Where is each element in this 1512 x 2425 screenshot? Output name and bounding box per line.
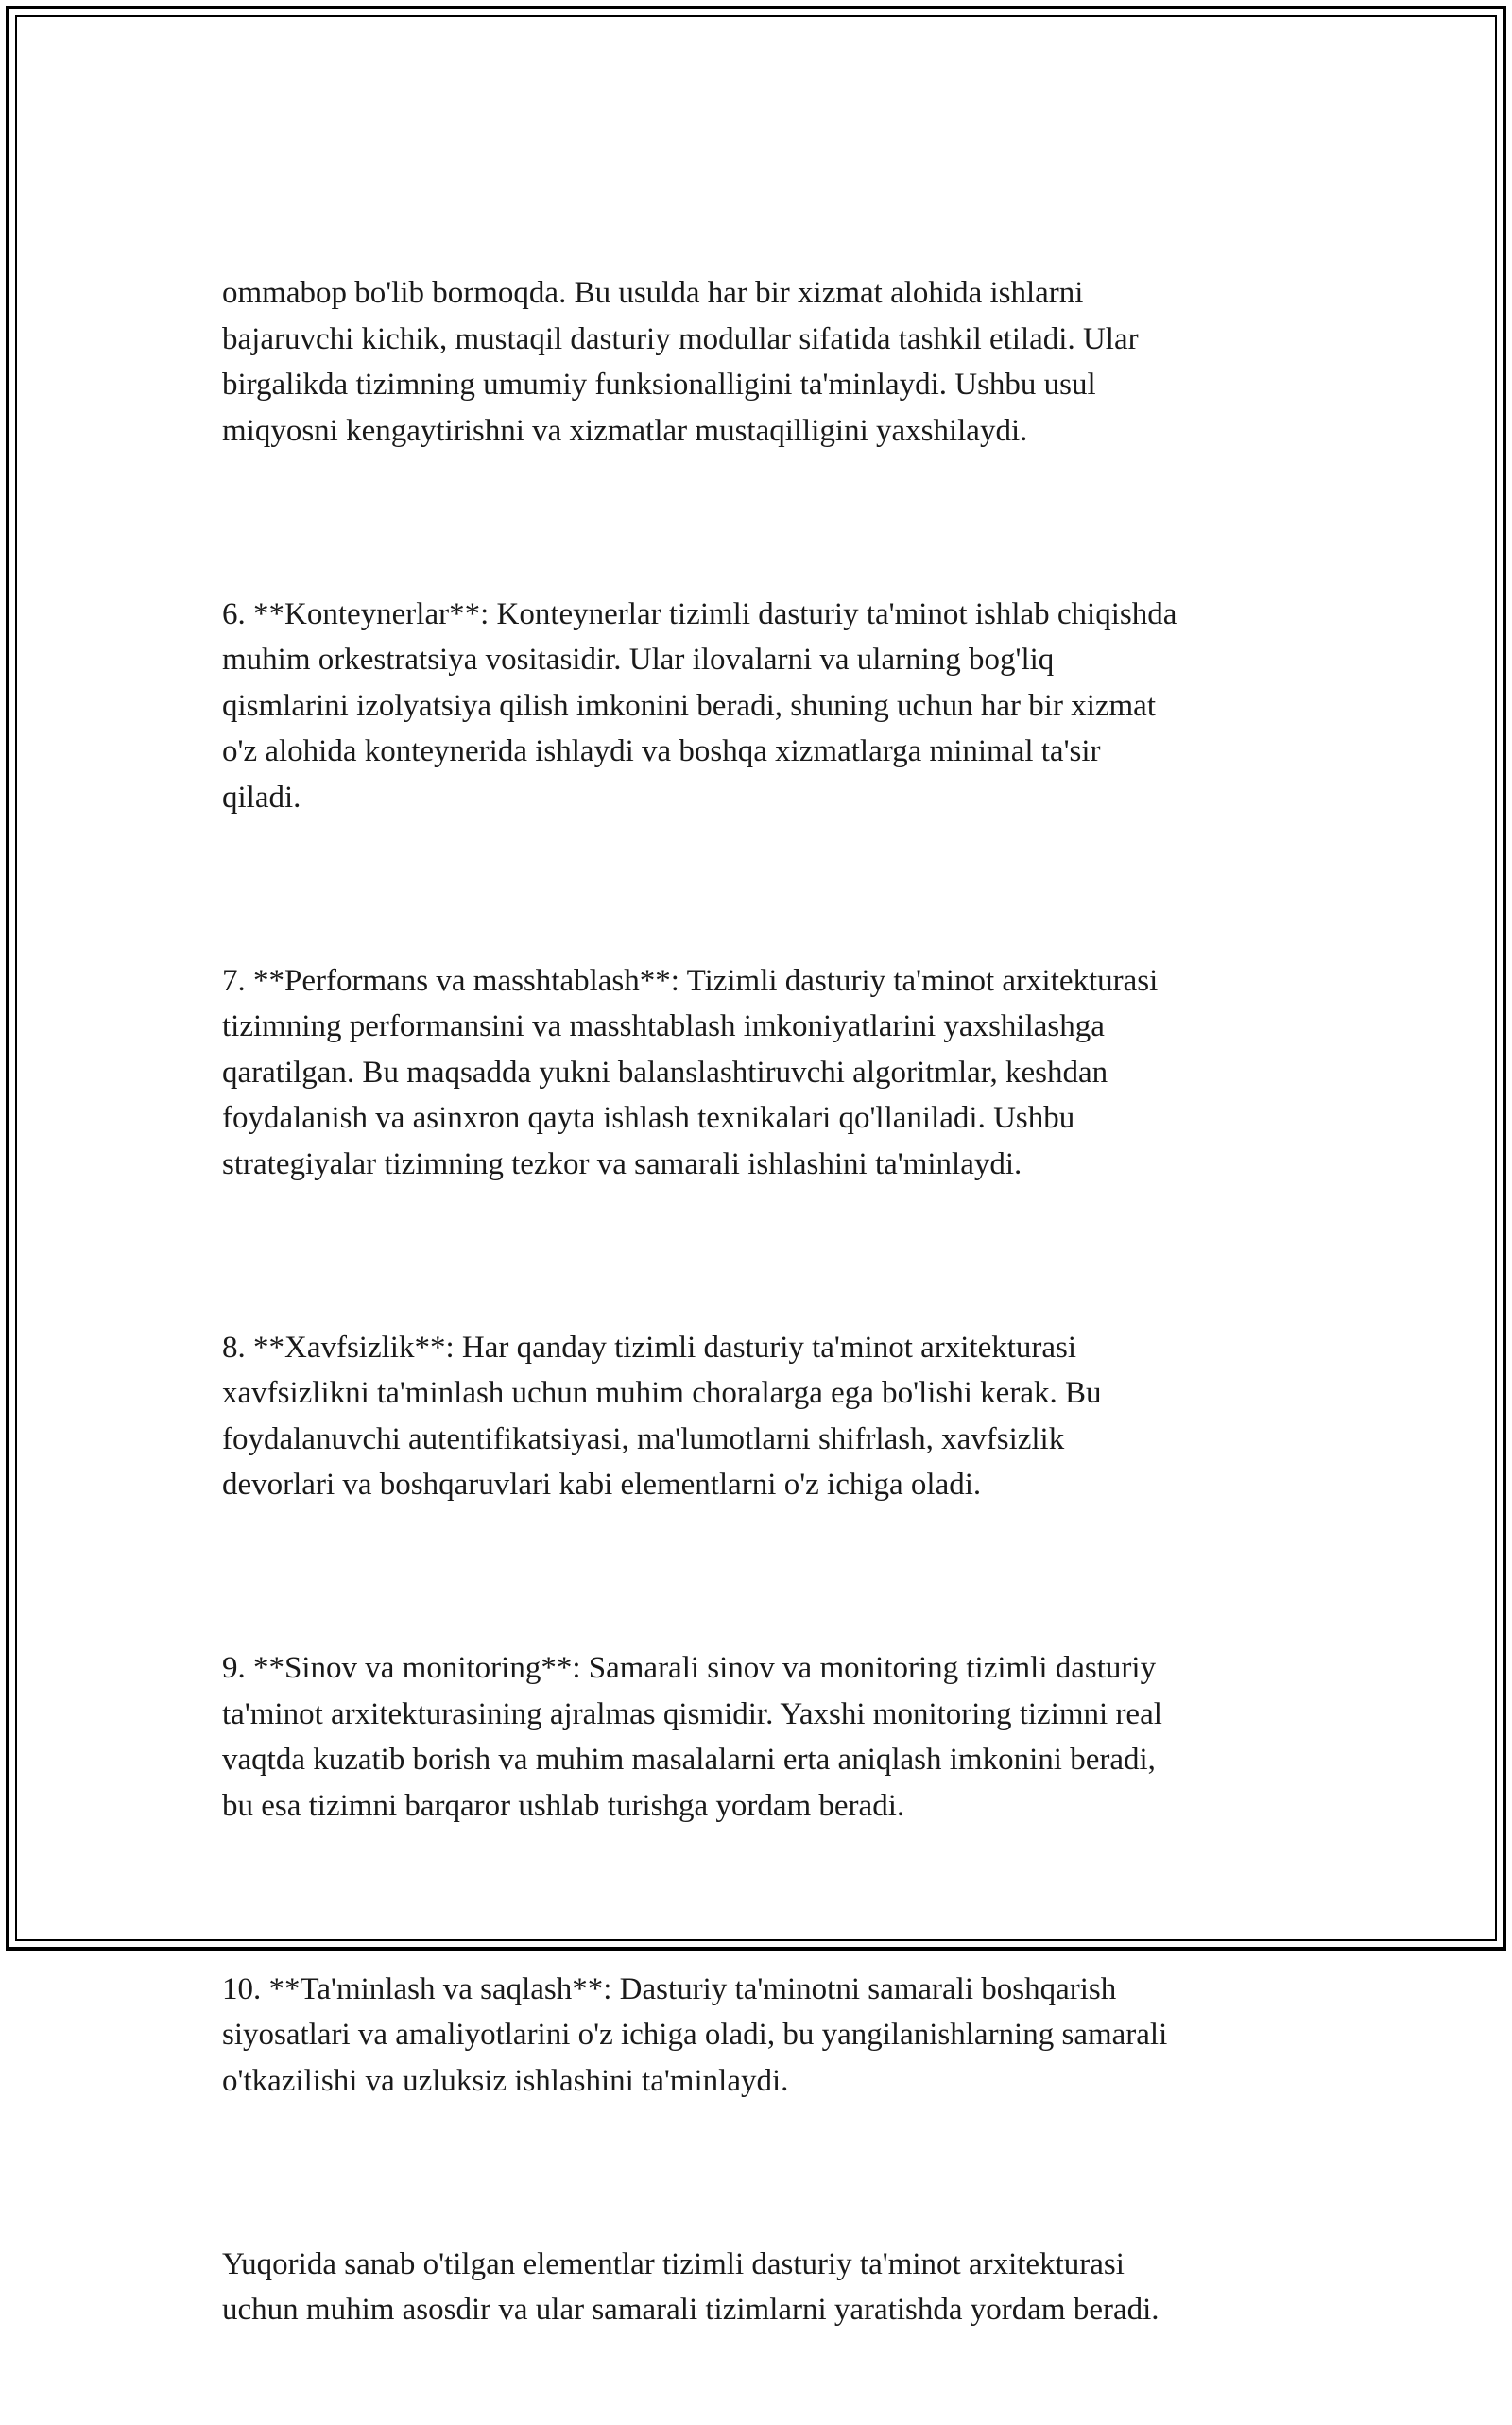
text-line: strategiyalar tizimning tezkor va samarali ishlashini ta'minlaydi. bbox=[222, 1146, 1022, 1181]
text-line: o'z alohida konteynerida ishlaydi va boshqa xizmatlarga minimal ta'sir bbox=[222, 734, 1101, 768]
text-line: devorlari va boshqaruvlari kabi elementlarni o'z ichiga oladi. bbox=[222, 1468, 982, 1502]
text-line: qaratilgan. Bu maqsadda yukni balanslashtiruvchi algoritmlar, keshdan bbox=[222, 1055, 1108, 1090]
text-line: xavfsizlikni ta'minlash uchun muhim choralarga ega bo'lishi kerak. Bu bbox=[222, 1376, 1102, 1410]
paragraph-item-9 bbox=[222, 1645, 1318, 1829]
paragraph-item-6 bbox=[222, 592, 1318, 821]
text-line: 6. **Konteynerlar**: Konteynerlar tizimli dasturiy ta'minot ishlab chiqishda bbox=[222, 596, 1177, 631]
text-line: foydalanish va asinxron qayta ishlash texnikalari qo'llaniladi. Ushbu bbox=[222, 1101, 1075, 1135]
text-line: uchun muhim asosdir va ular samarali tizimlarni yaratishda yordam beradi. bbox=[222, 2293, 1160, 2327]
text-line: qismlarini izolyatsiya qilish imkonini beradi, shuning uchun har bir xizmat bbox=[222, 688, 1157, 723]
text-line: 7. **Performans va masshtablash**: Tizimli dasturiy ta'minot arxitekturasi bbox=[222, 963, 1159, 998]
text-line: ommabop bo'lib bormoqda. Bu usulda har bir xizmat alohida ishlarni bbox=[222, 276, 1084, 310]
text-line: foydalanuvchi autentifikatsiyasi, ma'lumotlarni shifrlash, xavfsizlik bbox=[222, 1421, 1065, 1456]
text-line: qiladi. bbox=[222, 780, 301, 815]
document-body bbox=[222, 179, 1318, 2425]
text-line: 8. **Xavfsizlik**: Har qanday tizimli dasturiy ta'minot arxitekturasi bbox=[222, 1330, 1077, 1365]
text-line: vaqtda kuzatib borish va muhim masalalarni erta aniqlash imkonini beradi, bbox=[222, 1743, 1156, 1777]
text-line: o'tkazilishi va uzluksiz ishlashini ta'minlaydi. bbox=[222, 2063, 789, 2098]
paragraph-item-8 bbox=[222, 1325, 1318, 1508]
paragraph-microservices-continued bbox=[222, 270, 1318, 454]
text-line: Yuqorida sanab o'tilgan elementlar tizimli dasturiy ta'minot arxitekturasi bbox=[222, 2246, 1125, 2281]
paragraph-item-10 bbox=[222, 1967, 1318, 2105]
paragraph-conclusion bbox=[222, 2242, 1318, 2333]
text-line: 10. **Ta'minlash va saqlash**: Dasturiy ta'minotni samarali boshqarish bbox=[222, 1971, 1117, 2006]
text-line: 9. **Sinov va monitoring**: Samarali sinov va monitoring tizimli dasturiy bbox=[222, 1651, 1157, 1685]
text-line: muhim orkestratsiya vositasidir. Ular ilovalarni va ularning bog'liq bbox=[222, 643, 1055, 677]
text-line: birgalikda tizimning umumiy funksionalligini ta'minlaydi. Ushbu usul bbox=[222, 368, 1096, 402]
text-line: siyosatlari va amaliyotlarini o'z ichiga oladi, bu yangilanishlarning samarali bbox=[222, 2018, 1168, 2052]
text-line: ta'minot arxitekturasining ajralmas qismidir. Yaxshi monitoring tizimni real bbox=[222, 1696, 1162, 1731]
text-line: bajaruvchi kichik, mustaqil dasturiy modullar sifatida tashkil etiladi. Ular bbox=[222, 321, 1139, 356]
paragraph-item-7 bbox=[222, 958, 1318, 1188]
text-line: miqyosni kengaytirishni va xizmatlar mustaqilligini yaxshilaydi. bbox=[222, 413, 1028, 448]
text-line: bu esa tizimni barqaror ushlab turishga yordam beradi. bbox=[222, 1788, 905, 1823]
text-line: tizimning performansini va masshtablash imkoniyatlarini yaxshilashga bbox=[222, 1009, 1105, 1043]
